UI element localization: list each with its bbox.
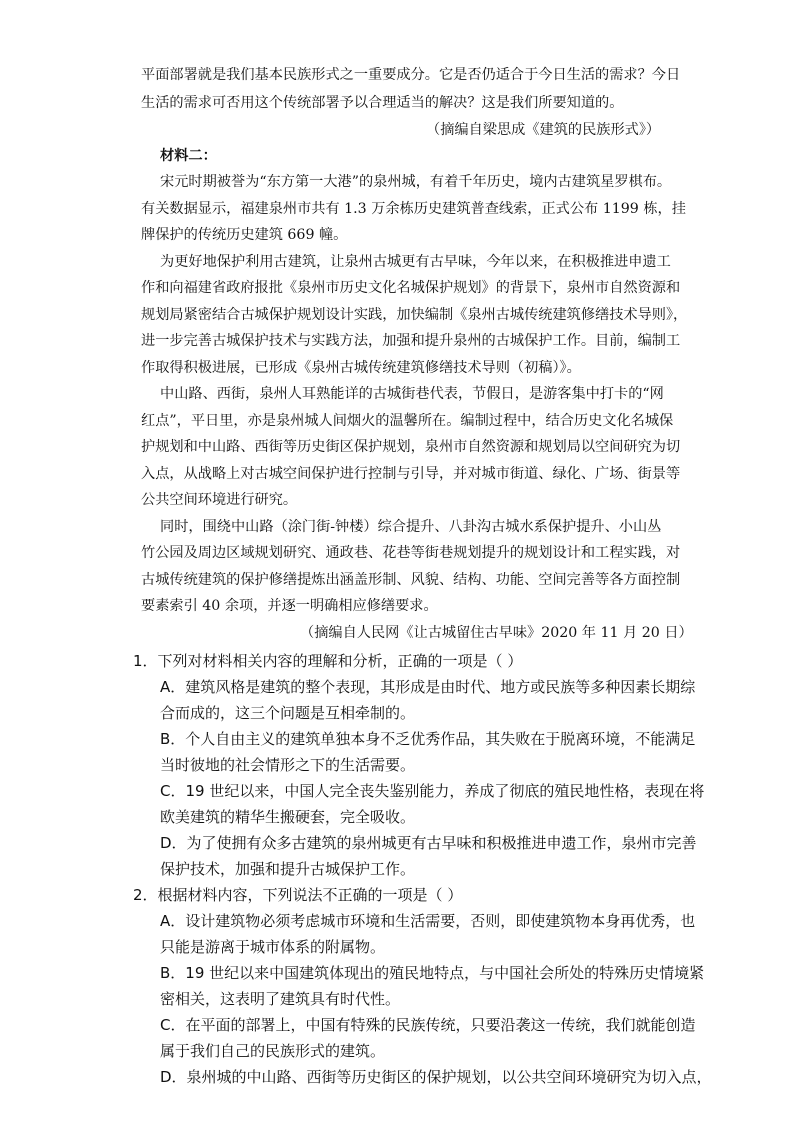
material2-line: 护规划和中山路、西街等历史街区保护规划，泉州市自然资源和规划局以空间研究为切 [141,439,681,455]
material2-line: 竹公园及周边区域规划研究、通政巷、花巷等街巷规划提升的规划设计和工程实践，对 [141,545,681,561]
question-2-option-line: D．泉州城的中山路、西街等历史街区的保护规划，以公共空间环境研究为切入点， [160,1068,712,1086]
material2-line: 红点”，平日里，亦是泉州城人间烟火的温馨所在。编制过程中，结合历史文化名城保 [141,413,674,429]
material2-line: 作取得积极进展，已形成《泉州古城传统建筑修缮技术导则（初稿）》。 [141,360,581,376]
material2-heading: 材料二： [160,148,217,164]
question-1-option-line: C．19 世纪以来，中国人完全丧失鉴别能力，养成了彻底的殖民地性格，表现在将 [160,782,705,800]
question-1-option-line: 当时彼地的社会情形之下的生活需要。 [160,756,416,774]
question-1-option-line: D．为了使拥有众多古建筑的泉州城更有古早味和积极推进申遗工作，泉州市完善 [160,834,697,852]
material2-line: 作和向福建省政府报批《泉州市历史文化名城保护规划》的背景下，泉州市自然资源和 [141,280,681,296]
material2-source: （摘编自人民网《让古城留住古早味》2020 年 11 月 20 日） [300,625,693,641]
material2-line: 入点，从战略上对古城空间保护进行控制与引导，并对城市街道、绿化、广场、街景等 [141,466,681,482]
material2-line: 规划局紧密结合古城保护规划设计实践，加快编制《泉州古城传统建筑修缮技术导则》， [141,307,688,323]
question-1-option-line: 保护技术，加强和提升古城保护工作。 [160,860,416,878]
material2-line: 古城传统建筑的保护修缮提炼出涵盖形制、风貌、结构、功能、空间完善等各方面控制 [141,572,681,588]
material2-line: 公共空间环境进行研究。 [141,492,298,508]
material2-line: 宋元时期被誉为“东方第一大港”的泉州城，有着千年历史，境内古建筑星罗棋布。 [160,174,672,190]
question-2-option-line: C．在平面的部署上，中国有特殊的民族传统，只要沿袭这一传统，我们就能创造 [160,1016,696,1034]
question-2-option-line: B．19 世纪以来中国建筑体现出的殖民地特点，与中国社会所处的特殊历史情境紧 [160,964,705,982]
question-1-option-line: B．个人自由主义的建筑单独本身不乏优秀作品，其失败在于脱离环境，不能满足 [160,730,696,748]
material2-line: 同时，围绕中山路（涂门街-钟楼）综合提升、八卦沟古城水系保护提升、小山丛 [160,519,662,535]
question-2-option-line: A．设计建筑物必须考虑城市环境和生活需要，否则，即使建筑物本身再优秀，也 [160,912,696,930]
question-1-option-line: 合而成的，这三个问题是互相牵制的。 [160,704,416,722]
question-1-option-line: 欧美建筑的精华生搬硬套，完全吸收。 [160,808,416,826]
question-1-option-line: A．建筑风格是建筑的整个表现，其形成是由时代、地方或民族等多种因素长期综 [160,678,696,696]
material2-line: 有关数据显示，福建泉州市共有 1.3 万余栋历史建筑普查线索，正式公布 1199 栋，挂 [141,201,686,217]
question-2-option-line: 密相关，这表明了建筑具有时代性。 [160,990,401,1008]
material1-source: （摘编自梁思成《建筑的民族形式》） [426,122,661,138]
question-2-option-line: 属于我们自己的民族形式的建筑。 [160,1042,386,1060]
material2-line: 要素索引 40 余项，并逐一明确相应修缮要求。 [141,598,438,614]
material2-line: 为更好地保护利用古建筑，让泉州古城更有古早味，今年以来，在积极推进申遗工 [160,254,671,270]
material2-line: 牌保护的传统历史建筑 669 幢。 [141,227,348,243]
question-1-stem: 1．下列对材料相关内容的理解和分析，正确的一项是（ ） [133,652,523,670]
material1-line: 生活的需求可否用这个传统部署予以合理适当的解决？这是我们所要知道的。 [141,95,624,111]
material2-line: 进一步完善古城保护技术与实践方法，加强和提升泉州的古城保护工作。目前，编制工 [141,333,681,349]
material2-line: 中山路、西街，泉州人耳熟能详的古城街巷代表，节假日，是游客集中打卡的“网 [160,386,664,402]
question-2-stem: 2．根据材料内容，下列说法不正确的一项是（ ） [133,886,463,904]
material1-line: 平面部署就是我们基本民族形式之一重要成分。它是否仍适合于今日生活的需求？今日 [141,67,681,83]
question-2-option-line: 只能是游离于城市体系的附属物。 [160,938,386,956]
